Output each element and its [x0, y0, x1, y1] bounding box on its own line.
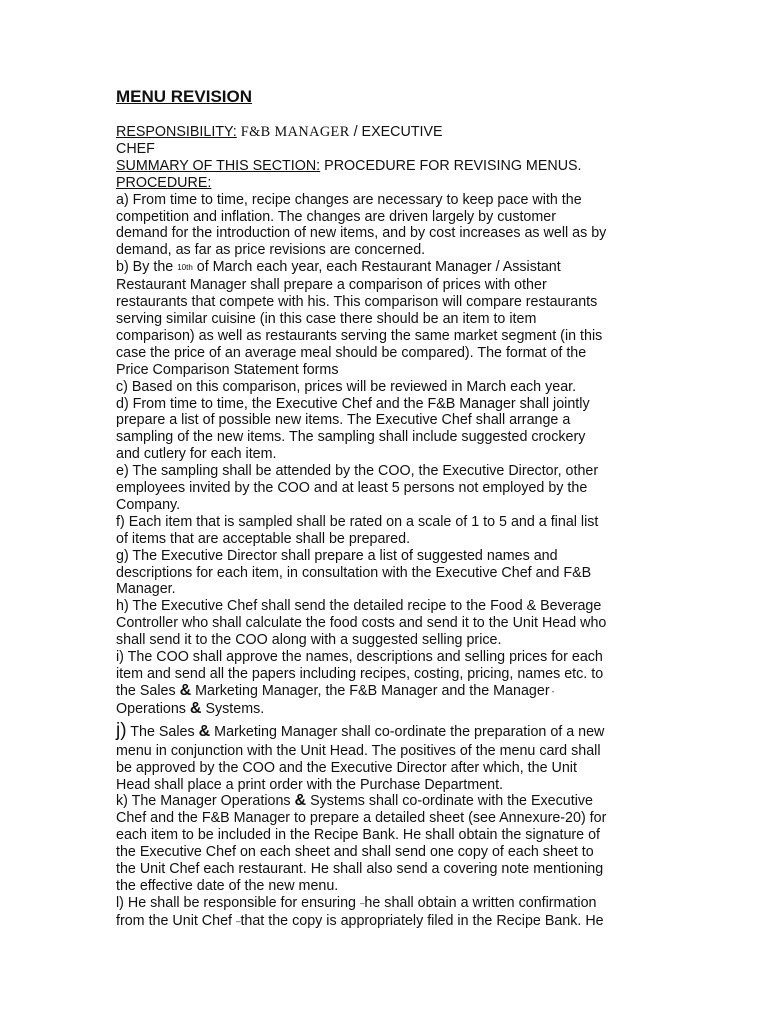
item-b-line: serving similar cuisine (in this case there should be an item to item	[116, 310, 537, 327]
item-i4-post: Systems.	[201, 700, 265, 717]
responsibility-line-2: CHEF	[116, 140, 155, 157]
item-b-post: of March each year, each Restaurant Manager / Assistant	[192, 259, 561, 276]
item-j-line: menu in conjunction with the Unit Head. The positives of the menu card shall	[116, 742, 601, 759]
item-l2-post: that the copy is appropriately filed in the Recipe Bank. He	[240, 912, 604, 929]
item-j	[116, 720, 656, 794]
item-l2-mark: –	[235, 916, 241, 926]
item-l-line	[116, 895, 656, 913]
item-b-line: case the price of an average meal should be compared). The format of the	[116, 344, 587, 361]
item-l1-mark: –	[359, 898, 365, 908]
item-l1-pre: l) He shall be responsible for ensuring	[116, 894, 360, 911]
item-i3-post: Marketing Manager, the F&B Manager and the Manager	[191, 682, 550, 699]
item-i-line: item and send all the papers including recipes, costing, pricing, names etc. to	[116, 666, 604, 682]
item-b-line: comparison) as well as restaurants serving the same market segment (in this	[116, 327, 603, 344]
item-b-line: Restaurant Manager shall prepare a comparison of prices with other	[116, 277, 547, 294]
item-e-line: employees invited by the COO and at least 5 persons not employed by the	[116, 480, 588, 497]
item-j-line: be approved by the COO and the Executive Director after which, the Unit	[116, 759, 577, 776]
summary-label: SUMMARY OF THIS SECTION:	[116, 157, 321, 174]
responsibility-line	[116, 124, 656, 141]
item-k-line: the effective date of the new menu.	[116, 877, 339, 894]
item-a-line: a) From time to time, recipe changes are necessary to keep pace with the	[116, 191, 582, 208]
item-f-line: f) Each item that is sampled shall be rated on a scale of 1 to 5 and a final list	[116, 513, 599, 530]
responsibility-label: RESPONSIBILITY:	[116, 124, 237, 140]
item-c-line: c) Based on this comparison, prices will be reviewed in March each year.	[116, 378, 577, 395]
item-j-line	[116, 720, 656, 743]
item-d	[116, 396, 656, 464]
item-f-line: of items that are acceptable shall be prepared.	[116, 530, 411, 547]
document-page	[116, 86, 656, 931]
item-h-line: shall send it to the COO along with a suggested selling price.	[116, 632, 502, 649]
item-d-line: prepare a list of possible new items. The Executive Chef shall arrange a	[116, 412, 571, 429]
item-i4-pre: Operations	[116, 700, 190, 717]
item-k-line: each item to be included in the Recipe Bank. He shall obtain the signature of	[116, 827, 601, 844]
item-g-line: g) The Executive Director shall prepare a list of suggested names and	[116, 547, 558, 564]
item-h-line: h) The Executive Chef shall send the detailed recipe to the Food & Beverage	[116, 598, 602, 615]
item-i-line	[116, 683, 656, 701]
item-k-line: Chef and the F&B Manager to prepare a detailed sheet (see Annexure-20) for	[116, 810, 607, 827]
item-k-line	[116, 793, 656, 810]
ampersand: &	[294, 792, 307, 810]
item-g-line: Manager.	[116, 581, 176, 598]
item-k1-post: Systems shall co-ordinate with the Executive	[306, 793, 593, 810]
item-d-line: d) From time to time, the Executive Chef and the F&B Manager shall jointly	[116, 395, 590, 412]
item-e-line: e) The sampling shall be attended by the COO, the Executive Director, other	[116, 463, 599, 480]
item-k1-pre: k) The Manager Operations	[116, 793, 295, 810]
item-g-line: descriptions for each item, in consultation with the Executive Chef and F&B	[116, 564, 592, 581]
item-b-line: Price Comparison Statement forms	[116, 361, 339, 378]
item-a-line: demand, as far as price revisions are concerned.	[116, 242, 426, 259]
procedure-label: PROCEDURE:	[116, 174, 212, 191]
item-e	[116, 463, 656, 514]
document-title: MENU REVISION	[116, 87, 253, 106]
item-g	[116, 548, 656, 599]
item-d-line: sampling of the new items. The sampling shall include suggested crockery	[116, 429, 586, 446]
responsibility-value-a: F&B MANAGER	[240, 124, 350, 140]
item-l1-post: he shall obtain a written confirmation	[364, 894, 597, 911]
item-h	[116, 598, 656, 649]
item-i3-pre: the Sales	[116, 682, 180, 699]
item-b-pre: b) By the	[116, 259, 178, 276]
ampersand: &	[189, 699, 202, 717]
item-k-line: the Executive Chef on each sheet and shall send one copy of each sheet to	[116, 844, 594, 861]
item-j-line: Head shall place a print order with the Purchase Department.	[116, 776, 504, 793]
item-c	[116, 379, 656, 396]
summary-value: PROCEDURE FOR REVISING MENUS.	[324, 157, 582, 174]
summary-line	[116, 158, 656, 175]
item-i-line: i) The COO shall approve the names, descriptions and selling prices for each	[116, 649, 603, 666]
item-j1-post: Marketing Manager shall co-ordinate the preparation of a new	[210, 723, 605, 740]
responsibility-value-b: / EXECUTIVE	[349, 124, 443, 140]
item-f	[116, 514, 656, 548]
item-b-line: restaurants that compete with his. This comparison will compare restaurants	[116, 294, 598, 311]
item-i	[116, 649, 656, 718]
item-a	[116, 192, 656, 260]
ampersand: &	[198, 722, 211, 740]
item-k-line: the Unit Chef each restaurant. He shall also send a covering note mentioning	[116, 861, 604, 878]
item-b-small-date: 10th	[177, 263, 193, 273]
item-k	[116, 793, 656, 894]
item-h-line: Controller who shall calculate the food costs and send it to the Unit Head who	[116, 615, 607, 632]
ampersand: &	[179, 681, 192, 699]
item-l	[116, 895, 656, 931]
item-d-line: and cutlery for each item.	[116, 446, 277, 463]
item-i3-mark: -	[549, 686, 555, 696]
item-l2-pre: from the Unit Chef	[116, 912, 236, 929]
item-a-line: demand for the introduction of new items, and by cost increases as well as by	[116, 225, 607, 242]
item-b-line	[116, 259, 656, 277]
item-l-line	[116, 913, 656, 931]
item-e-line: Company.	[116, 496, 181, 513]
item-j1-pre: The Sales	[126, 723, 199, 740]
item-i-line	[116, 701, 656, 718]
item-j-letter: j)	[116, 719, 127, 741]
item-a-line: competition and inflation. The changes are driven largely by customer	[116, 208, 557, 225]
item-b	[116, 259, 656, 378]
